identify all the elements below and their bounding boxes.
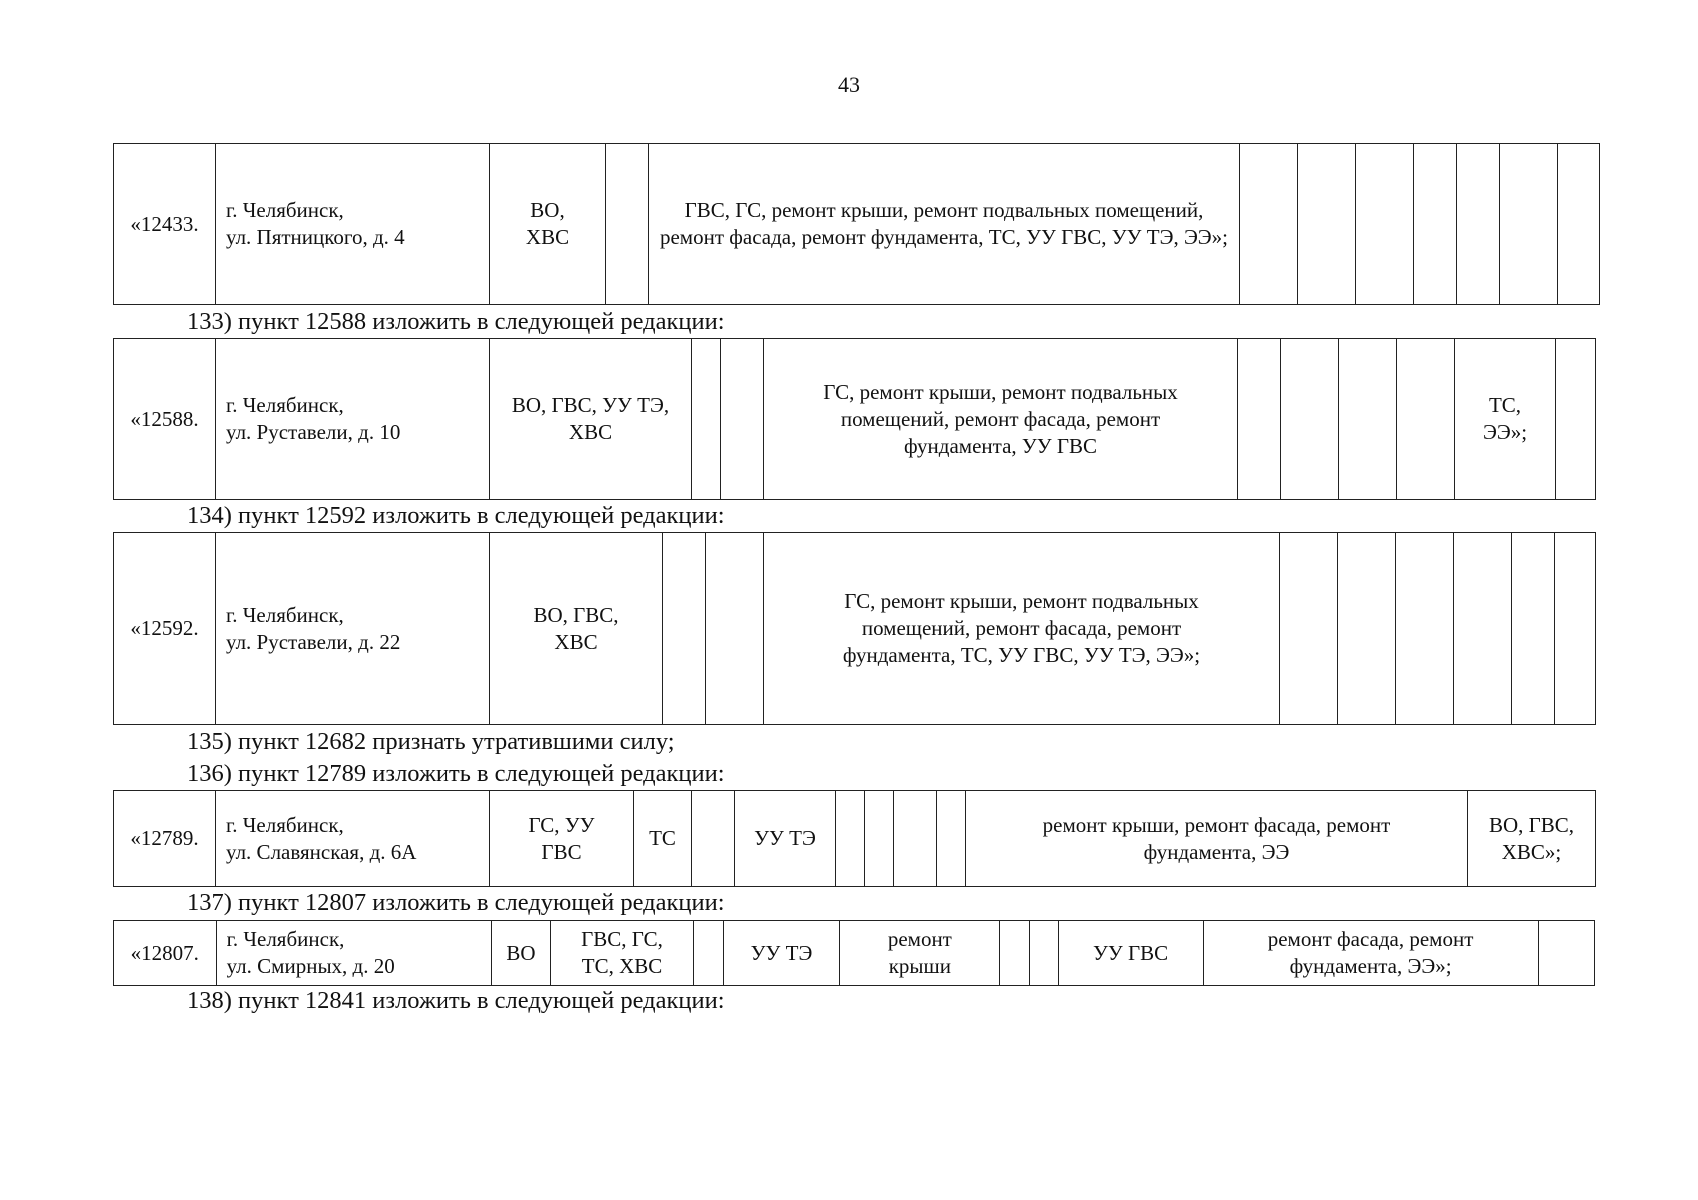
- empty-cell: [1558, 144, 1600, 305]
- works-cell: ремонт фасада, ремонт фундамента, ЭЭ»;: [1203, 921, 1538, 986]
- item-number: «12789.: [114, 791, 216, 887]
- works-cell: УУ ГВС: [1058, 921, 1203, 986]
- empty-cell: [937, 791, 966, 887]
- works-text: ВО, ГВС, ХВС»;: [1488, 812, 1575, 864]
- works-text: ремонт крыши: [887, 927, 952, 978]
- empty-cell: [606, 144, 649, 305]
- item-number: «12588.: [114, 339, 216, 500]
- empty-cell: [1000, 921, 1029, 986]
- works-cell: [550, 921, 694, 986]
- address-cell: [216, 144, 490, 305]
- empty-cell: [1396, 533, 1454, 725]
- works-cell: ТС: [634, 791, 692, 887]
- works-cell: [490, 533, 663, 725]
- page-number: 43: [838, 72, 860, 97]
- address-city: г. Челябинск,: [226, 393, 344, 417]
- empty-cell: [836, 791, 865, 887]
- address-street: ул. Смирных, д. 20: [226, 954, 395, 978]
- works-cell: [1468, 791, 1596, 887]
- address-cell: [216, 533, 490, 725]
- instruction-136: 136) пункт 12789 изложить в следующей редакции:: [187, 760, 725, 787]
- address-city: г. Челябинск,: [226, 812, 344, 837]
- item-number: «12433.: [114, 144, 216, 305]
- address-city: г. Челябинск,: [226, 927, 345, 951]
- table-row-12807: [113, 920, 1595, 986]
- address-street: ул. Пятницкого, д. 4: [226, 225, 405, 249]
- works-text: ГС, УУ ГВС: [528, 812, 595, 864]
- empty-cell: [1454, 533, 1512, 725]
- address-city: г. Челябинск,: [226, 602, 344, 627]
- empty-cell: [1555, 533, 1596, 725]
- empty-cell: [1298, 144, 1356, 305]
- works-cell: [840, 921, 1000, 986]
- works-cell: [490, 791, 634, 887]
- address-city: г. Челябинск,: [226, 198, 344, 222]
- empty-cell: [1339, 339, 1397, 500]
- table-row-12588: [113, 338, 1596, 500]
- works-text: ВО, ХВС: [525, 198, 570, 249]
- empty-cell: [1281, 339, 1339, 500]
- address-cell: [216, 921, 492, 986]
- address-street: ул. Руставели, д. 10: [226, 420, 401, 444]
- works-cell: ГС, ремонт крыши, ремонт подвальных помещений, ремонт фасада, ремонт фундамента, ТС, УУ ГВС, УУ ТЭ, ЭЭ»;: [764, 533, 1280, 725]
- works-cell: [1455, 339, 1556, 500]
- address-street: ул. Руставели, д. 22: [226, 629, 401, 654]
- works-cell: ВО: [492, 921, 550, 986]
- works-text: ТС, ЭЭ»;: [1482, 393, 1528, 444]
- empty-cell: [1238, 339, 1281, 500]
- instruction-135: 135) пункт 12682 признать утратившими силу;: [187, 728, 675, 755]
- works-cell: ГС, ремонт крыши, ремонт подвальных помещений, ремонт фасада, ремонт фундамента, УУ ГВС: [764, 339, 1238, 500]
- instruction-138: 138) пункт 12841 изложить в следующей редакции:: [187, 987, 725, 1014]
- works-cell: ГВС, ГС, ремонт крыши, ремонт подвальных помещений, ремонт фасада, ремонт фундамента, ТС, УУ ГВС, УУ ТЭ, ЭЭ»;: [649, 144, 1240, 305]
- empty-cell: [1240, 144, 1298, 305]
- works-text: ГВС, ГС, ТС, ХВС: [581, 927, 663, 978]
- empty-cell: [1338, 533, 1396, 725]
- item-number: «12592.: [114, 533, 216, 725]
- empty-cell: [1414, 144, 1457, 305]
- table-row-12592: [113, 532, 1596, 725]
- works-text: ВО, ГВС, ХВС: [533, 602, 619, 654]
- empty-cell: [692, 791, 735, 887]
- empty-cell: [894, 791, 937, 887]
- empty-cell: [706, 533, 764, 725]
- address-street: ул. Славянская, д. 6А: [226, 839, 417, 864]
- empty-cell: [1457, 144, 1500, 305]
- empty-cell: [1556, 339, 1596, 500]
- empty-cell: [1356, 144, 1414, 305]
- empty-cell: [1280, 533, 1338, 725]
- address-cell: [216, 339, 490, 500]
- instruction-133: 133) пункт 12588 изложить в следующей редакции:: [187, 308, 725, 335]
- works-cell: УУ ТЭ: [723, 921, 840, 986]
- empty-cell: [663, 533, 706, 725]
- works-cell: [490, 144, 606, 305]
- instruction-137: 137) пункт 12807 изложить в следующей редакции:: [187, 889, 725, 916]
- empty-cell: [865, 791, 894, 887]
- empty-cell: [721, 339, 764, 500]
- table-row-12433: [113, 143, 1600, 305]
- empty-cell: [1397, 339, 1455, 500]
- item-number: «12807.: [114, 921, 217, 986]
- empty-cell: [1512, 533, 1555, 725]
- works-cell: УУ ТЭ: [735, 791, 836, 887]
- empty-cell: [694, 921, 723, 986]
- address-cell: [216, 791, 490, 887]
- works-cell: ВО, ГВС, УУ ТЭ, ХВС: [490, 339, 692, 500]
- empty-cell: [1538, 921, 1594, 986]
- empty-cell: [1029, 921, 1058, 986]
- instruction-134: 134) пункт 12592 изложить в следующей редакции:: [187, 502, 725, 529]
- works-cell: ремонт крыши, ремонт фасада, ремонт фундамента, ЭЭ: [966, 791, 1468, 887]
- table-row-12789: [113, 790, 1596, 887]
- empty-cell: [692, 339, 721, 500]
- empty-cell: [1500, 144, 1558, 305]
